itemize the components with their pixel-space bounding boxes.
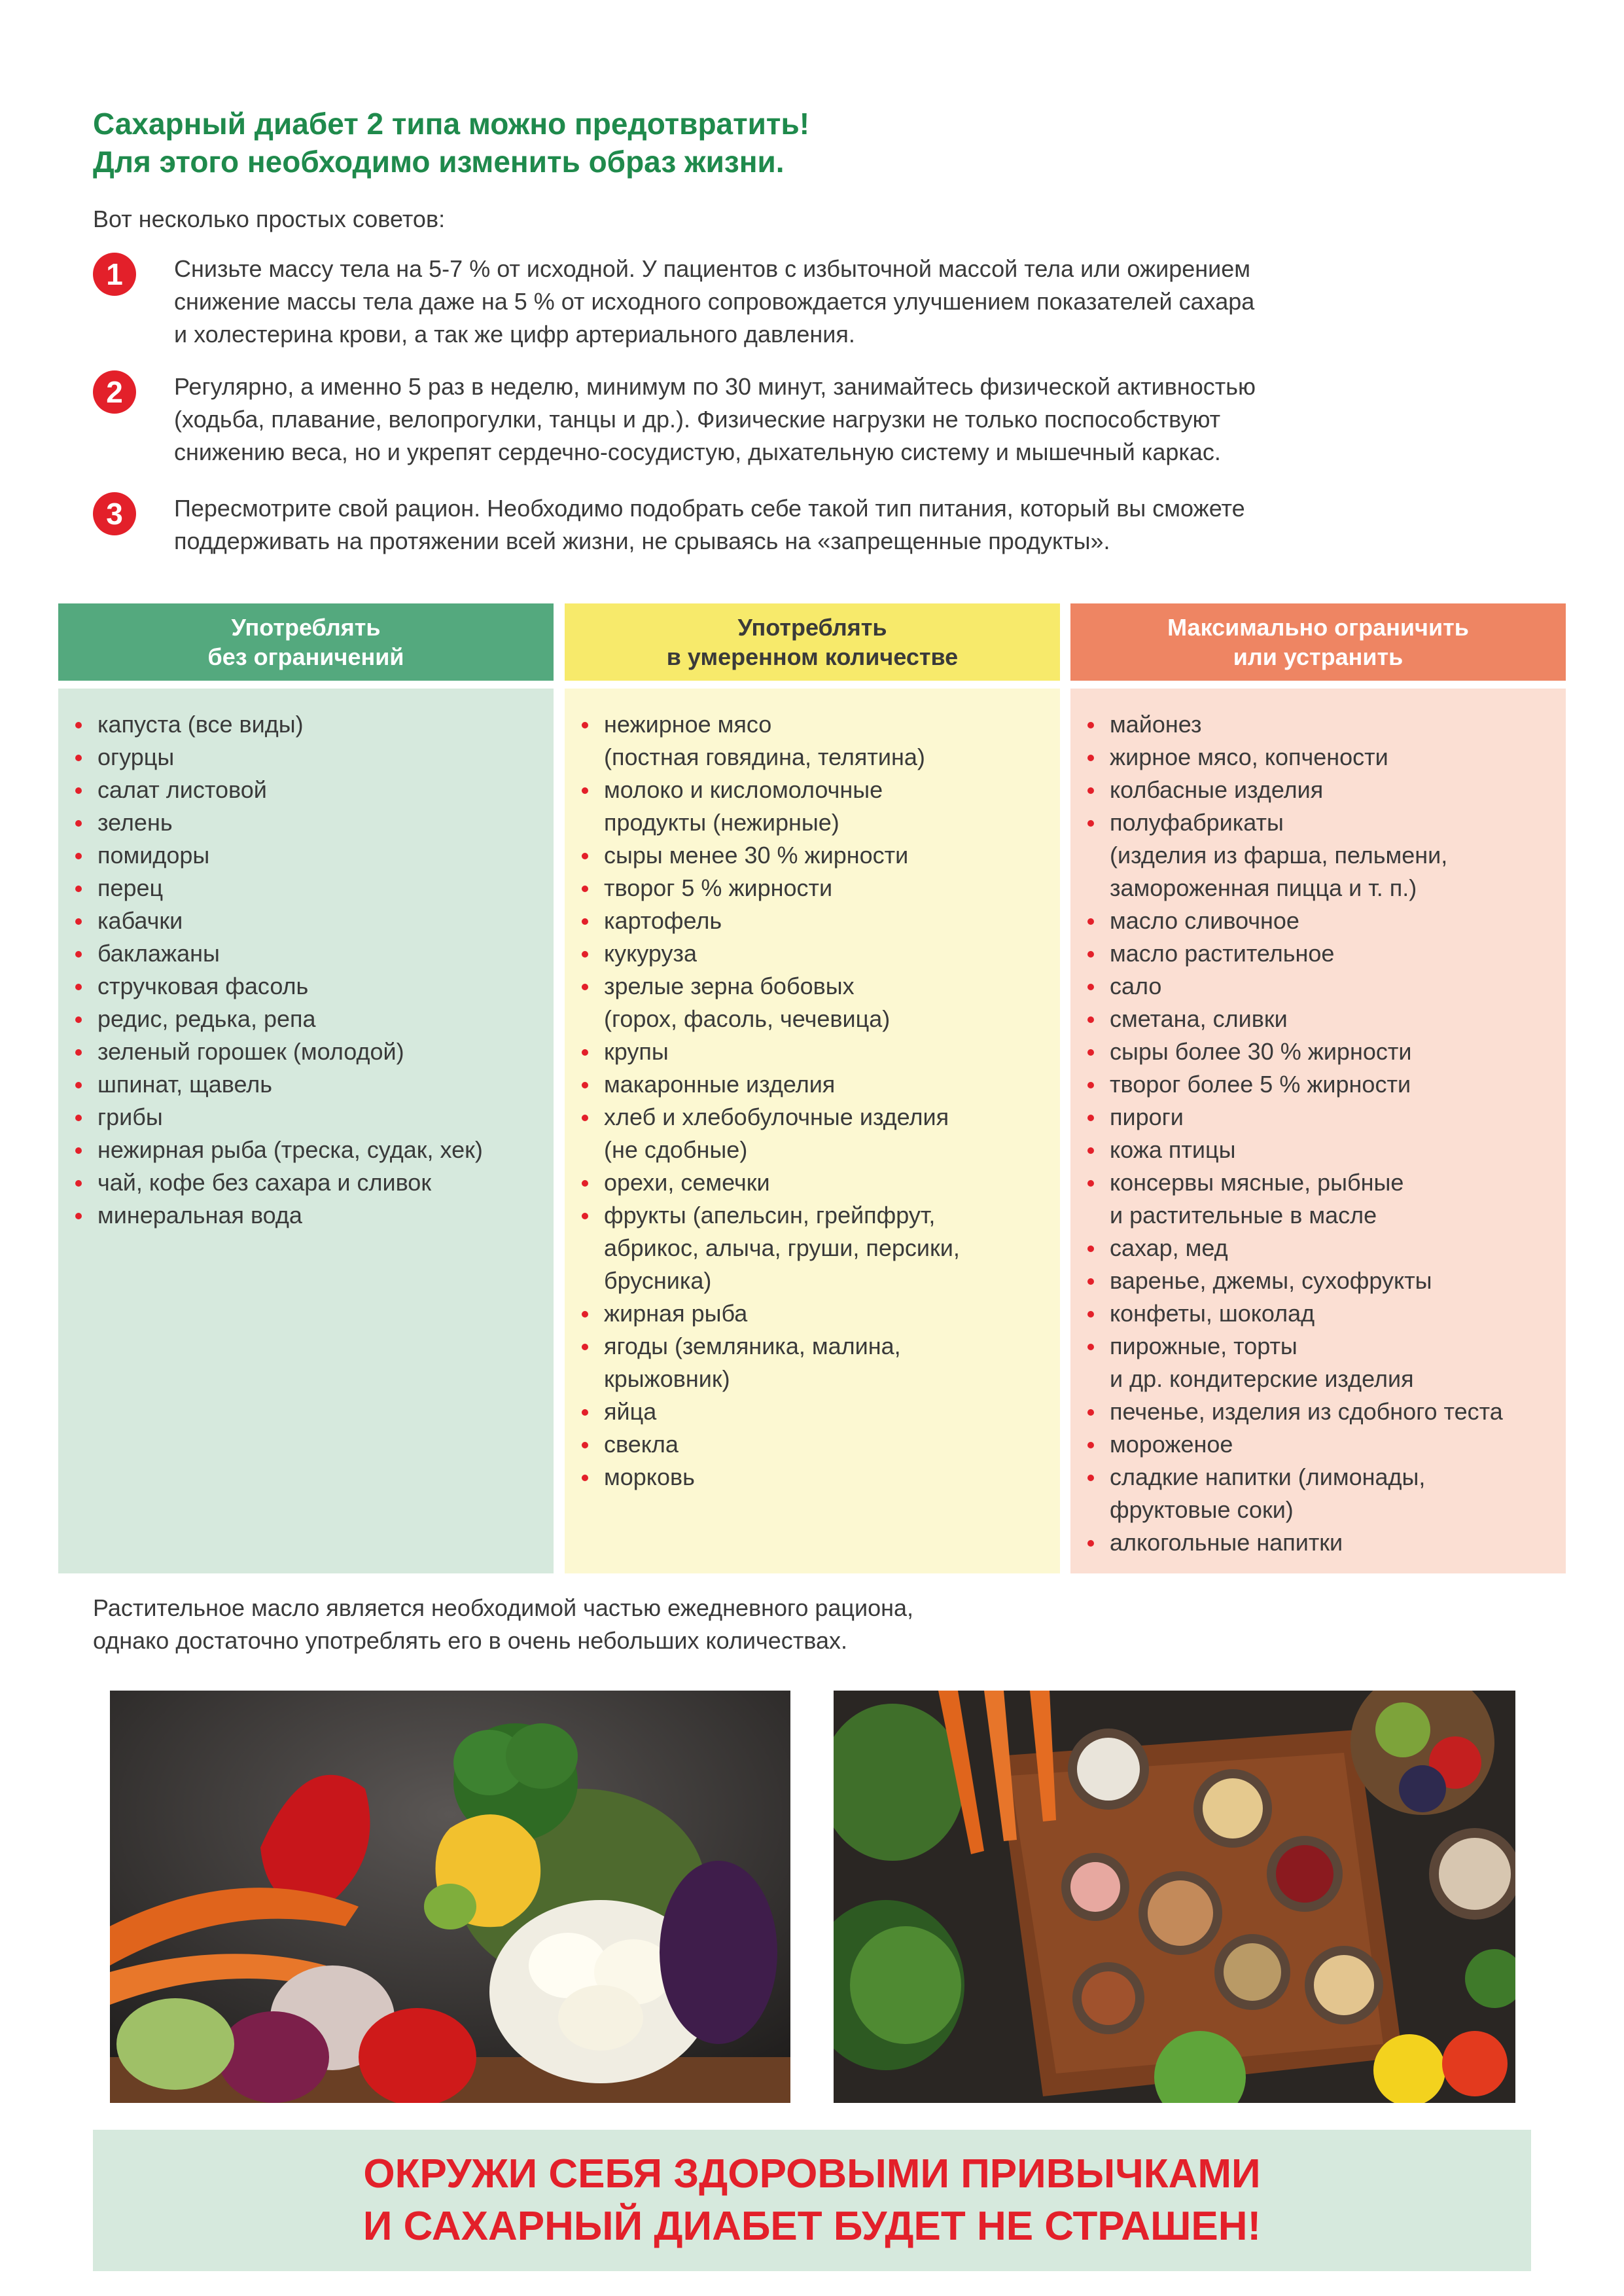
food-item-text: макаронные изделия bbox=[604, 1071, 836, 1098]
tip-line: Снизьте массу тела на 5-7 % от исходной. У пациентов с избыточной массой тела или ожирением bbox=[174, 255, 1251, 282]
column-header bbox=[565, 603, 1060, 681]
tip-number-badge: 3 bbox=[93, 492, 136, 535]
food-item-text: баклажаны bbox=[97, 940, 220, 967]
food-item-text: ягоды (земляника, малина, bbox=[604, 1333, 901, 1359]
food-item-text: морковь bbox=[604, 1463, 695, 1490]
food-item-text: фруктовые соки) bbox=[1110, 1496, 1294, 1523]
food-item-text: редис, редька, репа bbox=[97, 1005, 316, 1032]
bullet-icon bbox=[582, 1213, 588, 1219]
food-item-text: алкогольные напитки bbox=[1110, 1529, 1343, 1556]
vegetables-illustration bbox=[110, 1691, 790, 2103]
food-flatlay-photo bbox=[834, 1691, 1515, 2103]
food-list-item bbox=[70, 905, 554, 937]
column-body bbox=[1070, 689, 1566, 1573]
column-title-line: или устранить bbox=[1233, 643, 1403, 670]
food-list-item bbox=[1082, 1035, 1566, 1068]
bullet-icon bbox=[75, 820, 82, 827]
food-list-item bbox=[1082, 1003, 1566, 1035]
food-item-text: кабачки bbox=[97, 907, 183, 934]
bullet-icon bbox=[582, 1311, 588, 1318]
food-item-text: абрикос, алыча, груши, персики, bbox=[604, 1234, 960, 1261]
food-list-item bbox=[576, 1330, 1060, 1395]
food-item-text: фрукты (апельсин, грейпфрут, bbox=[604, 1202, 936, 1229]
bullet-icon bbox=[582, 918, 588, 925]
bullet-icon bbox=[1087, 1049, 1094, 1056]
food-list-item bbox=[1082, 1297, 1566, 1330]
food-item-text: перец bbox=[97, 874, 164, 901]
food-flatlay-illustration bbox=[834, 1691, 1515, 2103]
note-line: однако достаточно употреблять его в очень небольших количествах. bbox=[93, 1627, 848, 1654]
food-list-item bbox=[70, 774, 554, 806]
food-item-text: полуфабрикаты bbox=[1110, 809, 1284, 836]
bullet-icon bbox=[582, 984, 588, 990]
column-title-line: Максимально ограничить bbox=[1167, 614, 1469, 641]
slogan-line-2: И САХАРНЫЙ ДИАБЕТ БУДЕТ НЕ СТРАШЕН! bbox=[362, 2204, 1262, 2249]
food-item-text: салат листовой bbox=[97, 776, 267, 803]
bullet-icon bbox=[75, 755, 82, 761]
food-list-item bbox=[1082, 1265, 1566, 1297]
food-list-item bbox=[70, 970, 554, 1003]
food-item-text: пирожные, торты bbox=[1110, 1333, 1297, 1359]
food-list-item bbox=[1082, 1166, 1566, 1232]
food-item-text: молоко и кисломолочные bbox=[604, 776, 883, 803]
food-item-text: зеленый горошек (молодой) bbox=[97, 1038, 404, 1065]
bullet-icon bbox=[1087, 1016, 1094, 1023]
food-list-item bbox=[1082, 1232, 1566, 1265]
food-item-text: крупы bbox=[604, 1038, 669, 1065]
bullet-icon bbox=[1087, 1540, 1094, 1547]
bullet-icon bbox=[582, 722, 588, 728]
tip-number-badge: 2 bbox=[93, 370, 136, 414]
food-list-item bbox=[70, 1035, 554, 1068]
food-list-item bbox=[70, 839, 554, 872]
bullet-icon bbox=[75, 1180, 82, 1187]
heading-line-1: Сахарный диабет 2 типа можно предотвратить! bbox=[93, 107, 810, 141]
food-list-item bbox=[576, 1035, 1060, 1068]
food-item-text: помидоры bbox=[97, 842, 210, 869]
food-item-text: консервы мясные, рыбные bbox=[1110, 1169, 1404, 1196]
bullet-icon bbox=[1087, 1475, 1094, 1481]
food-item-text: творог 5 % жирности bbox=[604, 874, 833, 901]
bullet-icon bbox=[75, 787, 82, 794]
food-list-item bbox=[1082, 1330, 1566, 1395]
bullet-icon bbox=[1087, 755, 1094, 761]
food-item-text: кожа птицы bbox=[1110, 1136, 1236, 1163]
bullet-icon bbox=[1087, 1311, 1094, 1318]
bullet-icon bbox=[582, 951, 588, 958]
food-list-item bbox=[1082, 1526, 1566, 1559]
food-list-item bbox=[70, 1068, 554, 1101]
food-item-text: и растительные в масле bbox=[1110, 1202, 1377, 1229]
bullet-icon bbox=[1087, 951, 1094, 958]
food-list-item bbox=[1082, 937, 1566, 970]
bullet-icon bbox=[75, 886, 82, 892]
bullet-icon bbox=[75, 951, 82, 958]
food-item-text: хлеб и хлебобулочные изделия bbox=[604, 1103, 949, 1130]
food-item-text: сыры более 30 % жирности bbox=[1110, 1038, 1412, 1065]
food-list-item bbox=[70, 806, 554, 839]
bullet-icon bbox=[75, 1213, 82, 1219]
bullet-icon bbox=[1087, 1278, 1094, 1285]
bullet-icon bbox=[1087, 984, 1094, 990]
bullet-icon bbox=[1087, 918, 1094, 925]
food-item-text: шпинат, щавель bbox=[97, 1071, 273, 1098]
tip-line: снижению веса, но и укрепят сердечно-сосудистую, дыхательную систему и мышечный каркас. bbox=[174, 439, 1221, 465]
bullet-icon bbox=[1087, 1082, 1094, 1088]
column-moderate bbox=[565, 603, 1060, 1573]
food-list bbox=[576, 708, 1060, 1494]
food-item-text: свекла bbox=[604, 1431, 679, 1458]
column-title-line: в умеренном количестве bbox=[666, 643, 959, 670]
column-header bbox=[58, 603, 554, 681]
food-list-item bbox=[70, 1166, 554, 1199]
food-list-item bbox=[576, 1297, 1060, 1330]
column-title-line: Употреблять bbox=[737, 614, 887, 641]
bullet-icon bbox=[1087, 787, 1094, 794]
column-restrict bbox=[1070, 603, 1566, 1573]
food-item-text: огурцы bbox=[97, 744, 175, 770]
bullet-icon bbox=[75, 984, 82, 990]
food-list-item bbox=[576, 1166, 1060, 1199]
food-list-item bbox=[1082, 1428, 1566, 1461]
food-item-text: сладкие напитки (лимонады, bbox=[1110, 1463, 1426, 1490]
column-title-line: Употреблять bbox=[231, 614, 381, 641]
tip-line: (ходьба, плавание, велопрогулки, танцы и др.). Физические нагрузки не только поспособствуют bbox=[174, 406, 1221, 433]
bullet-icon bbox=[582, 1409, 588, 1416]
bullet-icon bbox=[582, 886, 588, 892]
food-item-text: и др. кондитерские изделия bbox=[1110, 1365, 1414, 1392]
food-item-text: (постная говядина, телятина) bbox=[604, 744, 925, 770]
food-list-item bbox=[576, 774, 1060, 839]
food-list-item bbox=[70, 937, 554, 970]
food-list-item bbox=[576, 1101, 1060, 1166]
column-header bbox=[1070, 603, 1566, 681]
food-item-text: творог более 5 % жирности bbox=[1110, 1071, 1411, 1098]
food-list-item bbox=[1082, 741, 1566, 774]
food-item-text: сало bbox=[1110, 973, 1162, 999]
food-item-text: (изделия из фарша, пельмени, bbox=[1110, 842, 1448, 869]
tip-line: и холестерина крови, а так же цифр артериального давления. bbox=[174, 321, 855, 348]
bullet-icon bbox=[582, 1049, 588, 1056]
food-list-item bbox=[70, 1003, 554, 1035]
bullet-icon bbox=[1087, 1180, 1094, 1187]
bullet-icon bbox=[75, 918, 82, 925]
bullet-icon bbox=[1087, 1442, 1094, 1448]
tip-line: Регулярно, а именно 5 раз в неделю, минимум по 30 минут, занимайтесь физической активностью bbox=[174, 373, 1256, 400]
food-list-item bbox=[70, 1101, 554, 1134]
food-item-text: грибы bbox=[97, 1103, 163, 1130]
food-item-text: жирная рыба bbox=[604, 1300, 748, 1327]
food-list-item bbox=[1082, 806, 1566, 905]
page-heading bbox=[93, 105, 1532, 181]
heading-line-2: Для этого необходимо изменить образ жизни. bbox=[93, 145, 785, 179]
bullet-icon bbox=[75, 1049, 82, 1056]
food-item-text: картофель bbox=[604, 907, 722, 934]
food-list-item bbox=[576, 1199, 1060, 1297]
food-list-item bbox=[1082, 1461, 1566, 1526]
food-list-item bbox=[576, 1461, 1060, 1494]
tip-number-badge: 1 bbox=[93, 253, 136, 296]
column-body bbox=[565, 689, 1060, 1573]
bullet-icon bbox=[582, 1180, 588, 1187]
bullet-icon bbox=[582, 1115, 588, 1121]
column-body bbox=[58, 689, 554, 1573]
food-item-text: варенье, джемы, сухофрукты bbox=[1110, 1267, 1432, 1294]
food-item-text: (горох, фасоль, чечевица) bbox=[604, 1005, 891, 1032]
food-list bbox=[1082, 708, 1566, 1559]
food-list-item bbox=[1082, 774, 1566, 806]
bullet-icon bbox=[582, 1442, 588, 1448]
food-list-item bbox=[576, 872, 1060, 905]
bullet-icon bbox=[75, 1147, 82, 1154]
food-item-text: пироги bbox=[1110, 1103, 1184, 1130]
food-item-text: кукуруза bbox=[604, 940, 697, 967]
bullet-icon bbox=[1087, 1409, 1094, 1416]
food-list-item bbox=[1082, 1395, 1566, 1428]
bullet-icon bbox=[582, 1082, 588, 1088]
oil-note bbox=[93, 1592, 1271, 1657]
food-list-item bbox=[576, 1395, 1060, 1428]
food-item-text: (не сдобные) bbox=[604, 1136, 748, 1163]
food-list-item bbox=[576, 970, 1060, 1035]
food-item-text: минеральная вода bbox=[97, 1202, 302, 1229]
food-list-item bbox=[1082, 708, 1566, 741]
food-list-item bbox=[70, 741, 554, 774]
bullet-icon bbox=[75, 1115, 82, 1121]
food-item-text: конфеты, шоколад bbox=[1110, 1300, 1315, 1327]
food-item-text: брусника) bbox=[604, 1267, 712, 1294]
bullet-icon bbox=[582, 853, 588, 859]
bullet-icon bbox=[582, 1475, 588, 1481]
food-list-item bbox=[576, 839, 1060, 872]
bullet-icon bbox=[1087, 1344, 1094, 1350]
food-item-text: зелень bbox=[97, 809, 173, 836]
tip-line: Пересмотрите свой рацион. Необходимо подобрать себе такой тип питания, который вы сможете bbox=[174, 495, 1245, 522]
bullet-icon bbox=[1087, 722, 1094, 728]
food-item-text: зрелые зерна бобовых bbox=[604, 973, 855, 999]
tip-text bbox=[174, 253, 1535, 351]
food-list-item bbox=[1082, 1101, 1566, 1134]
tip-text bbox=[174, 370, 1535, 469]
food-item-text: майонез bbox=[1110, 711, 1202, 738]
food-item-text: яйца bbox=[604, 1398, 657, 1425]
food-list-item bbox=[576, 937, 1060, 970]
food-item-text: сахар, мед bbox=[1110, 1234, 1228, 1261]
vegetables-photo bbox=[110, 1691, 790, 2103]
bullet-icon bbox=[75, 1016, 82, 1023]
bullet-icon bbox=[75, 853, 82, 859]
food-item-text: продукты (нежирные) bbox=[604, 809, 839, 836]
bullet-icon bbox=[582, 1344, 588, 1350]
food-item-text: орехи, семечки bbox=[604, 1169, 770, 1196]
food-item-text: капуста (все виды) bbox=[97, 711, 304, 738]
food-item-text: нежирное мясо bbox=[604, 711, 772, 738]
bullet-icon bbox=[1087, 820, 1094, 827]
food-list-item bbox=[1082, 1068, 1566, 1101]
tip-line: поддерживать на протяжении всей жизни, не срываясь на «запрещенные продукты». bbox=[174, 528, 1110, 554]
food-list-item bbox=[70, 872, 554, 905]
food-list-item bbox=[576, 1068, 1060, 1101]
food-item-text: замороженная пицца и т. п.) bbox=[1110, 874, 1417, 901]
food-list-item bbox=[70, 1134, 554, 1166]
food-list-item bbox=[70, 1199, 554, 1232]
tip-line: снижение массы тела даже на 5 % от исходного сопровождается улучшением показателей сахара bbox=[174, 288, 1255, 315]
food-list-item bbox=[1082, 1134, 1566, 1166]
slogan-line-1: ОКРУЖИ СЕБЯ ЗДОРОВЫМИ ПРИВЫЧКАМИ bbox=[363, 2151, 1261, 2197]
bullet-icon bbox=[1087, 1246, 1094, 1252]
food-item-text: колбасные изделия bbox=[1110, 776, 1324, 803]
food-item-text: мороженое bbox=[1110, 1431, 1233, 1458]
food-item-text: чай, кофе без сахара и сливок bbox=[97, 1169, 432, 1196]
food-list-item bbox=[1082, 970, 1566, 1003]
note-line: Растительное масло является необходимой частью ежедневного рациона, bbox=[93, 1594, 914, 1621]
food-item-text: печенье, изделия из сдобного теста bbox=[1110, 1398, 1503, 1425]
food-item-text: масло сливочное bbox=[1110, 907, 1299, 934]
column-unlimited bbox=[58, 603, 554, 1573]
food-list-item bbox=[576, 905, 1060, 937]
slogan-banner bbox=[93, 2130, 1531, 2271]
food-list-item bbox=[576, 1428, 1060, 1461]
bullet-icon bbox=[582, 787, 588, 794]
food-item-text: нежирная рыба (треска, судак, хек) bbox=[97, 1136, 483, 1163]
food-list bbox=[70, 708, 554, 1232]
food-item-text: крыжовник) bbox=[604, 1365, 730, 1392]
bullet-icon bbox=[1087, 1115, 1094, 1121]
bullet-icon bbox=[75, 1082, 82, 1088]
bullet-icon bbox=[1087, 1147, 1094, 1154]
food-item-text: масло растительное bbox=[1110, 940, 1335, 967]
food-item-text: сметана, сливки bbox=[1110, 1005, 1288, 1032]
bullet-icon bbox=[75, 722, 82, 728]
column-title-line: без ограничений bbox=[207, 643, 404, 670]
food-list-item bbox=[1082, 905, 1566, 937]
food-item-text: стручковая фасоль bbox=[97, 973, 309, 999]
food-list-item bbox=[576, 708, 1060, 774]
intro-text: Вот несколько простых советов: bbox=[93, 206, 446, 232]
food-item-text: жирное мясо, копчености bbox=[1110, 744, 1388, 770]
tip-text bbox=[174, 492, 1535, 558]
food-list-item bbox=[70, 708, 554, 741]
food-item-text: сыры менее 30 % жирности bbox=[604, 842, 909, 869]
